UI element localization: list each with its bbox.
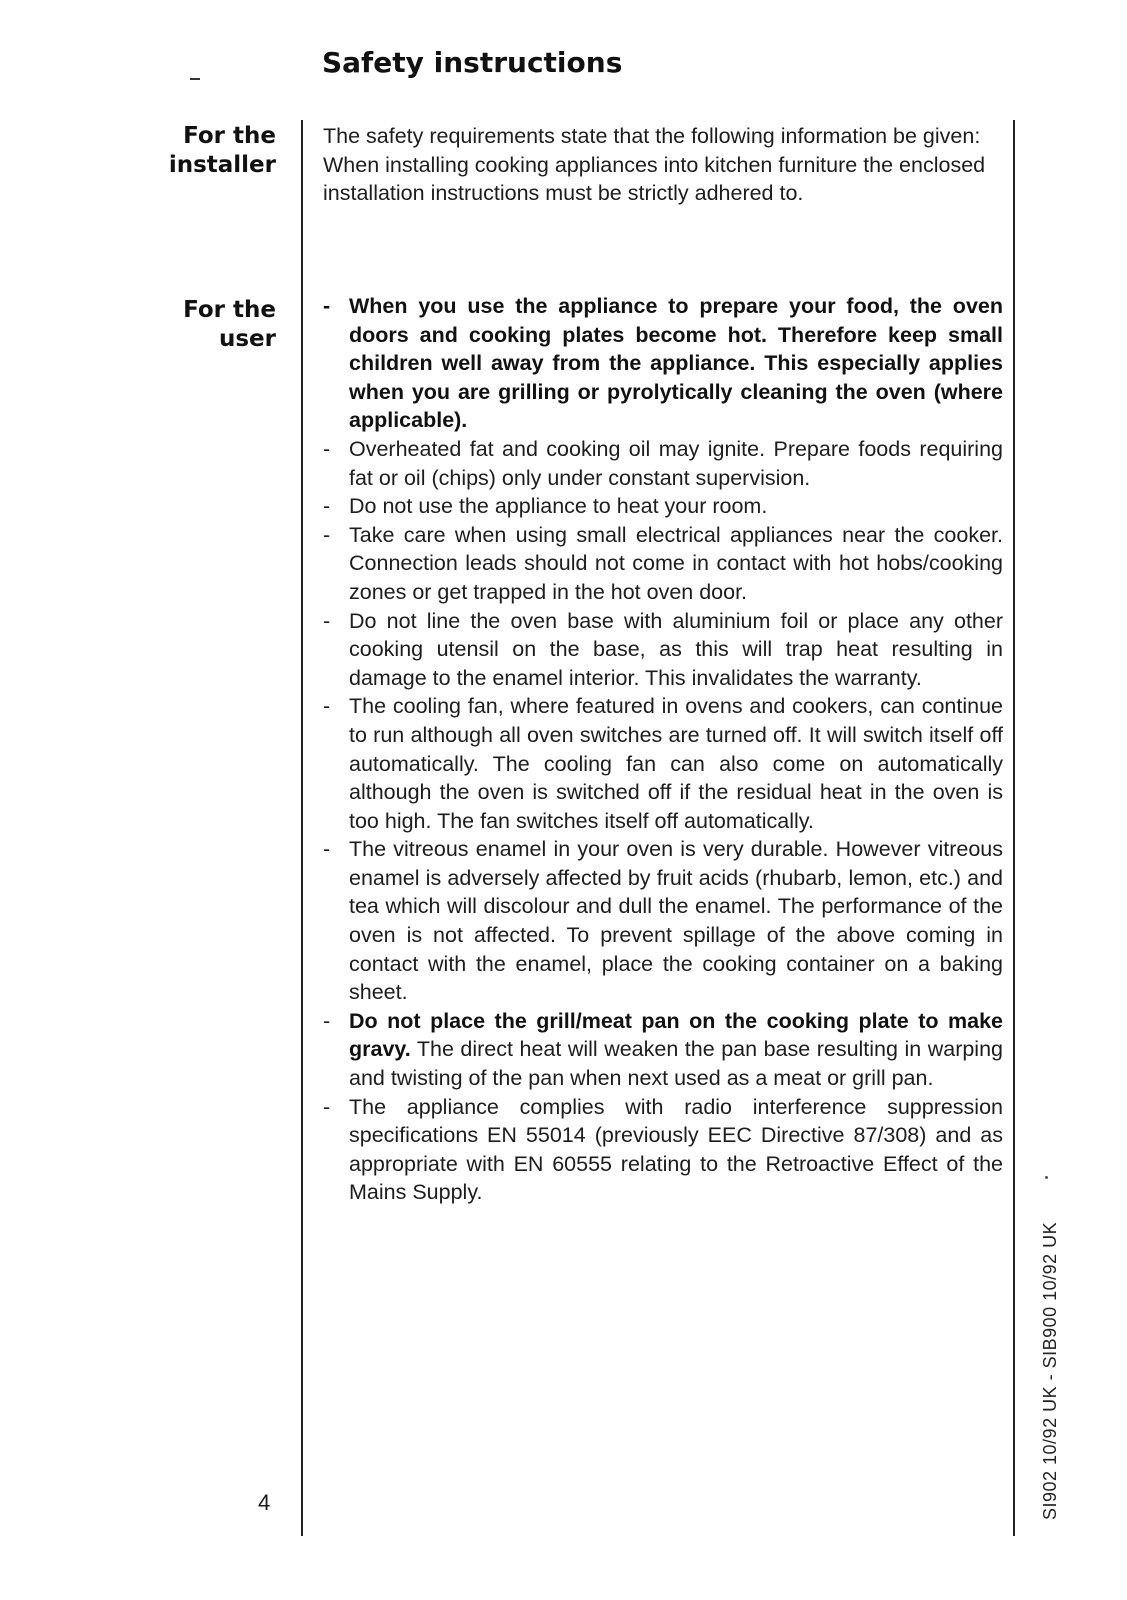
gravy-bold-text: Do not place the grill/meat pan on the cooking plate to make gravy. <box>349 1008 1003 1062</box>
user-safety-list <box>323 292 1003 1207</box>
gravy-item <box>323 1007 1003 1093</box>
gravy-rest-text: The direct heat will weaken the pan base resulting in warping and twisting of the pan when next used as a meat or grill pan. <box>349 1037 1003 1091</box>
installer-paragraph: The safety requirements state that the following information be given: <box>323 124 981 148</box>
margin-speck <box>1045 1176 1048 1179</box>
user-section-label <box>156 296 276 354</box>
installer-section-label <box>156 122 276 180</box>
installer-label-line1: For the <box>183 123 276 149</box>
left-column-rule <box>301 120 303 1536</box>
right-column-rule <box>1013 120 1015 1536</box>
user-label-line2: user <box>218 326 276 352</box>
page-title: Safety instructions <box>322 46 623 79</box>
installer-label-line2: installer <box>168 152 276 178</box>
margin-dash-mark <box>190 78 200 80</box>
installer-paragraph: When installing cooking appliances into kitchen furniture the enclosed installation instructions must be strictly adhered to. <box>323 152 986 206</box>
user-warning-item: - When you use the appliance to prepare your food, the oven doors and cooking plates become hot. Therefore keep small children well away from the appliance. This especially applies when you are grilling or pyrolytically cleaning the oven (where applicable). <box>323 292 1003 435</box>
list-item: - The cooling fan, where featured in ovens and cookers, can continue to run although all oven switches are turned off. It will switch itself off automatically. The cooling fan can also come on automatically although the oven is switched off if the residual heat in the oven is too high. The fan switches itself off automatically. <box>323 692 1003 835</box>
list-item: - The appliance complies with radio interference suppression specifications EN 55014 (previously EEC Directive 87/308) and as appropriate with EN 60555 relating to the Retroactive Effect of the Mains Supply. <box>323 1093 1003 1207</box>
list-item: - Overheated fat and cooking oil may ignite. Prepare foods requiring fat or oil (chips) only under constant supervision. <box>323 435 1003 492</box>
user-label-line1: For the <box>183 297 276 323</box>
list-item: - The vitreous enamel in your oven is very durable. However vitreous enamel is adversely affected by fruit acids (rhubarb, lemon, etc.) and tea which will discolour and dull the enamel. The performance of the oven is not affected. To prevent spillage of the above coming in contact with the enamel, place the cooking container on a baking sheet. <box>323 835 1003 1007</box>
list-item: - Take care when using small electrical appliances near the cooker. Connection leads should not come in contact with hot hobs/cooking zones or get trapped in the hot oven door. <box>323 521 1003 607</box>
list-item: - Do not use the appliance to heat your room. <box>323 492 1003 521</box>
list-item: - Do not line the oven base with aluminium foil or place any other cooking utensil on the base, as this will trap heat resulting in damage to the enamel interior. This invalidates the warranty. <box>323 607 1003 693</box>
installer-text-block <box>323 122 1003 208</box>
document-code: SI902 10/92 UK - SIB900 10/92 UK <box>1040 1221 1060 1520</box>
page-number: 4 <box>258 1490 271 1515</box>
